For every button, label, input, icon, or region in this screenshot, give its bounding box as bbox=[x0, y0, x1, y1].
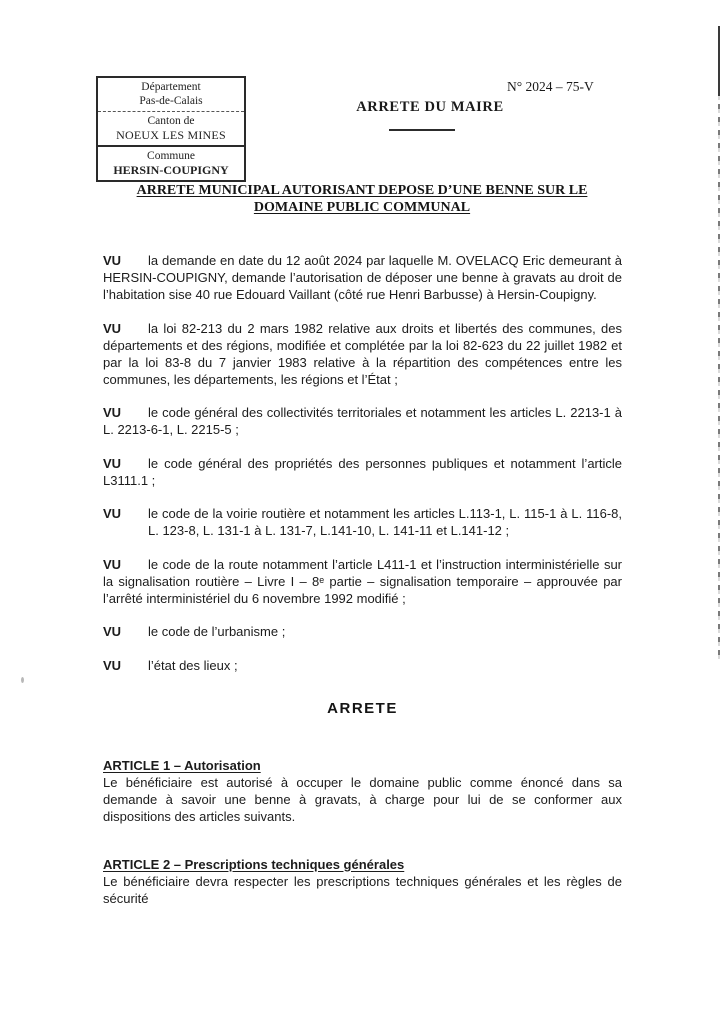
department-value: Pas-de-Calais bbox=[139, 95, 203, 107]
document-body bbox=[103, 252, 622, 938]
vu-paragraph-loi-82-213 bbox=[103, 320, 622, 388]
vu-paragraph-voirie-routiere bbox=[103, 505, 622, 539]
vu-text: le code général des collectivités territoriales et notamment les articles L. 2213-1 à L. 2213-6-1, L. 2215-5 ; bbox=[103, 405, 622, 437]
article-1-heading: ARTICLE 1 – Autorisation bbox=[103, 757, 261, 773]
canton-value: NOEUX LES MINES bbox=[116, 128, 226, 142]
vu-paragraph-code-route bbox=[103, 556, 622, 607]
vu-text: la loi 82-213 du 2 mars 1982 relative aux droits et libertés des communes, des départements et des régions, modifiée et complétée par la loi 82-623 du 22 juillet 1982 et par la loi 83-8 du 7 janvier 1983 relative à la répartition des compétences entre les communes, les départements, les régions et l’État ; bbox=[103, 320, 622, 387]
separator-line bbox=[389, 129, 455, 131]
vu-label: VU bbox=[103, 657, 122, 673]
article-2 bbox=[103, 856, 622, 907]
vu-paragraph-demande bbox=[103, 252, 622, 303]
title-line-1: ARRETE MUNICIPAL AUTORISANT DEPOSE D’UNE BENNE SUR LE bbox=[136, 183, 588, 198]
vu-label: VU bbox=[103, 556, 122, 572]
canton-row bbox=[98, 112, 244, 147]
decision-heading: ARRETE bbox=[327, 699, 398, 717]
vu-paragraph-urbanisme bbox=[103, 623, 622, 640]
canton-label: Canton de bbox=[147, 115, 195, 127]
vu-label: VU bbox=[103, 320, 122, 336]
vu-text: le code de l’urbanisme ; bbox=[148, 624, 286, 639]
vu-label: VU bbox=[103, 506, 122, 521]
vu-text: le code de la voirie routière et notamment les articles L.113-1, L. 115-1 à L. 116-8, L. 123-8, L. 131-1 à L. 131-7, L.141-10, L. 141-11 et L.141-12 ; bbox=[148, 506, 622, 538]
vu-label: VU bbox=[103, 624, 122, 639]
commune-row bbox=[98, 147, 244, 180]
commune-value: HERSIN-COUPIGNY bbox=[113, 163, 229, 177]
vu-text: le code de la route notamment l’article L411-1 et l’instruction interministérielle sur la signalisation routière – Livre I – 8ᵉ partie – signalisation temporaire – approuvée par l’arrêté interministériel du 6 novembre 1992 modifié ; bbox=[103, 556, 622, 606]
vu-text: la demande en date du 12 août 2024 par laquelle M. OVELACQ Eric demeurant à HERSIN-COUPIGNY, demande l’autorisation de déposer une benne à gravats au droit de l’habitation sise 40 rue Edouard Vaillant (côté rue Henri Barbusse) à Hersin-Coupigny. bbox=[103, 253, 622, 302]
vu-label: VU bbox=[103, 253, 122, 268]
title-line-2: DOMAINE PUBLIC COMMUNAL bbox=[253, 200, 471, 215]
commune-label: Commune bbox=[147, 150, 195, 162]
vu-text: l’état des lieux ; bbox=[148, 657, 238, 673]
vu-paragraph-proprietes-publiques bbox=[103, 455, 622, 489]
vu-label: VU bbox=[103, 455, 122, 471]
vu-paragraph-cgct bbox=[103, 404, 622, 438]
scan-artifact-streak-top bbox=[718, 26, 720, 96]
article-2-heading: ARTICLE 2 – Prescriptions techniques générales bbox=[103, 856, 405, 872]
article-2-body: Le bénéficiaire devra respecter les prescriptions techniques générales et les règles de sécurité bbox=[103, 873, 622, 906]
department-label: Département bbox=[141, 81, 201, 93]
article-1 bbox=[103, 757, 622, 825]
vu-text: le code général des propriétés des personnes publiques et notamment l’article L3111.1 ; bbox=[103, 455, 622, 488]
article-1-body: Le bénéficiaire est autorisé à occuper le domaine public comme énoncé dans sa demande à savoir une benne à gravats, à charge pour lui de se conformer aux dispositions des articles suivants. bbox=[103, 774, 622, 824]
vu-paragraph-etat-des-lieux bbox=[103, 657, 622, 674]
doc-type-heading: ARRETE DU MAIRE bbox=[356, 99, 504, 115]
scan-artifact-streak bbox=[718, 26, 720, 662]
document-title bbox=[100, 182, 624, 216]
reference-number: N° 2024 – 75-V bbox=[507, 79, 594, 94]
scan-artifact-speck bbox=[21, 677, 24, 683]
department-row bbox=[98, 78, 244, 112]
vu-label: VU bbox=[103, 405, 122, 420]
issuing-authority-box bbox=[96, 76, 246, 182]
